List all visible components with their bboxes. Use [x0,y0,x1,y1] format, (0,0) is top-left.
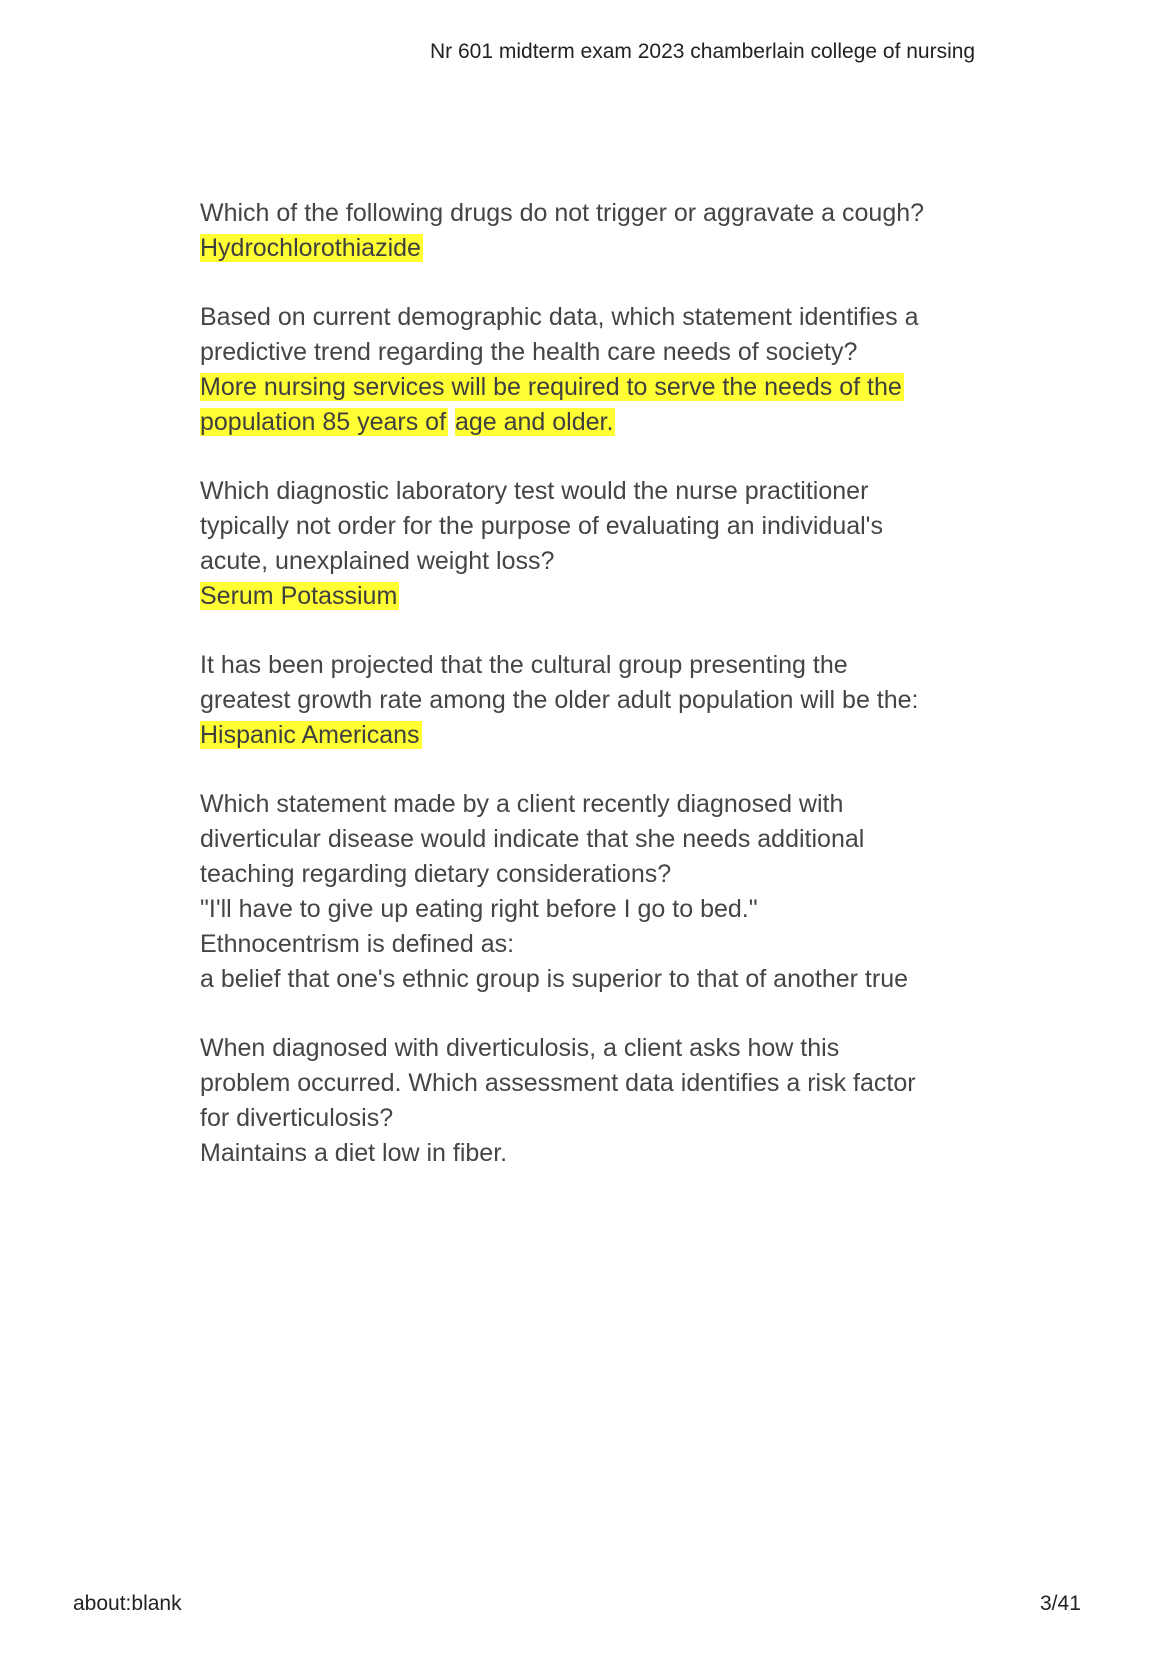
question-line: It has been projected that the cultural group presenting the [200,651,848,679]
answer-line: "I'll have to give up eating right before I go to bed." [200,895,758,923]
answer-line [200,718,980,753]
question-line: diverticular disease would indicate that she needs additional [200,825,865,853]
question-line: teaching regarding dietary considerations? [200,860,672,888]
paragraph-gap [200,266,980,300]
answer-line: Maintains a diet low in fiber. [200,1139,508,1167]
question-line: Which of the following drugs do not trigger or aggravate a cough? [200,199,925,227]
highlighted-answer: Hydrochlorothiazide [200,234,421,262]
highlighted-answer: Serum Potassium [200,582,398,610]
paragraph-gap [200,753,980,787]
answer-line [200,231,980,266]
question-line: Ethnocentrism is defined as: [200,930,515,958]
answer-line: a belief that one's ethnic group is superior to that of another true [200,965,908,993]
highlighted-answer: More nursing services will be required to serve the needs of the [200,373,902,401]
question-line: When diagnosed with diverticulosis, a client asks how this [200,1034,840,1062]
footer-url: about:blank [73,1592,182,1615]
highlighted-answer: population 85 years of [200,408,447,436]
footer-page-number: 3/41 [1040,1592,1081,1615]
page-header-title: Nr 601 midterm exam 2023 chamberlain college of nursing [430,40,976,63]
paragraph-gap [200,997,980,1031]
answer-line [200,370,980,405]
question-line: Which diagnostic laboratory test would the nurse practitioner [200,477,869,505]
paragraph-gap [200,440,980,474]
paragraph-gap [200,614,980,648]
answer-line [200,579,980,614]
question-line: problem occurred. Which assessment data identifies a risk factor [200,1069,916,1097]
question-line: greatest growth rate among the older adult population will be the: [200,686,919,714]
question-line: predictive trend regarding the health care needs of society? [200,338,858,366]
answer-line [200,405,980,440]
highlighted-answer: Hispanic Americans [200,721,420,749]
question-line: for diverticulosis? [200,1104,394,1132]
question-line: Based on current demographic data, which statement identifies a [200,303,919,331]
highlighted-answer: age and older. [454,408,614,436]
question-line: Which statement made by a client recently diagnosed with [200,790,844,818]
document-body [200,196,980,1171]
question-line: acute, unexplained weight loss? [200,547,555,575]
question-line: typically not order for the purpose of evaluating an individual's [200,512,883,540]
